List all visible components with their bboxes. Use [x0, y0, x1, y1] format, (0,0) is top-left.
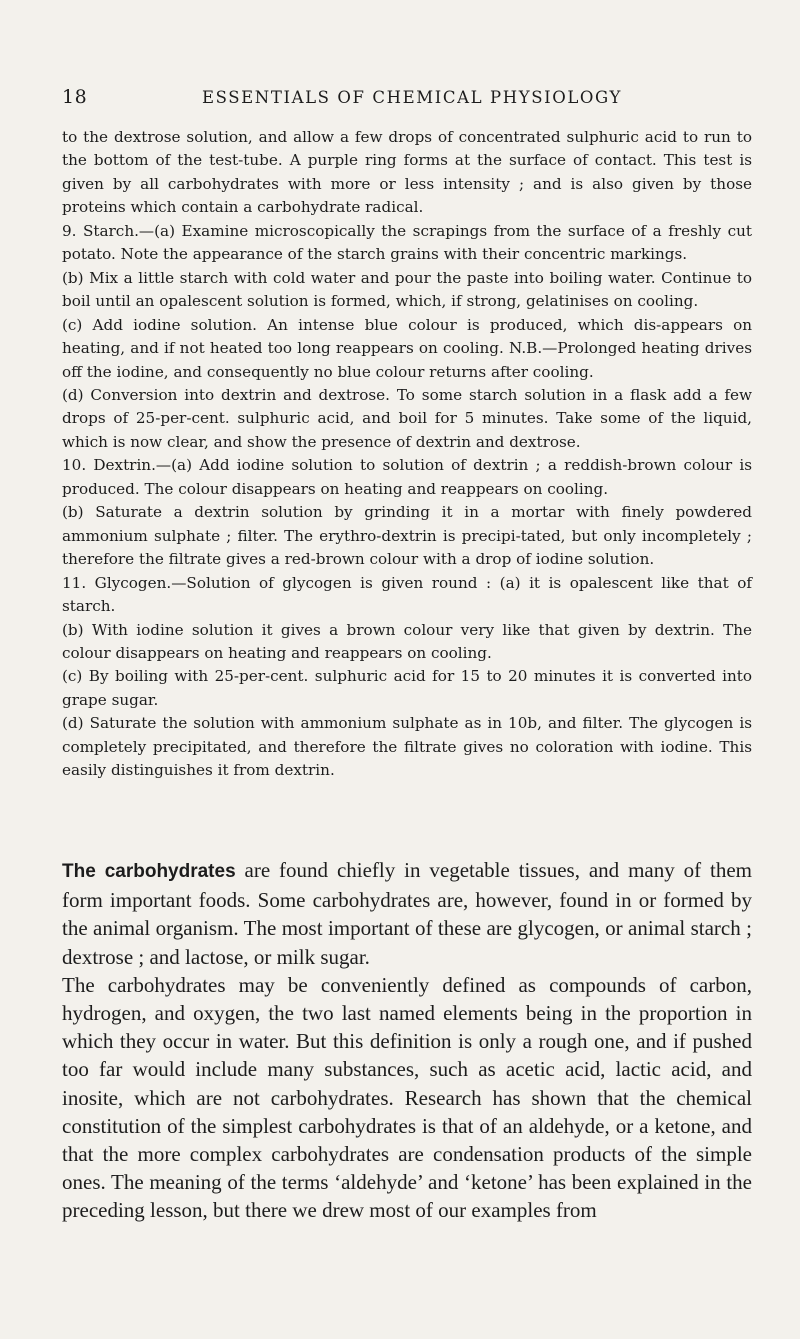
paragraph: (c) Add iodine solution. An intense blue colour is produced, which dis-appears on heating, and if not heated too long reappears on cooling. N.B.—Prolonged heating drives off the iodine, and consequently no blue colour returns after cooling. [62, 315, 752, 381]
paragraph: (b) With iodine solution it gives a brown colour very like that given by dextrin. The colour disappears on heating and reappears on cooling. [62, 620, 752, 662]
paragraph-definition: The carbohydrates may be conveniently defined as compounds of carbon, hydrogen, and oxygen, the two last named elements being in the proportion in which they occur in water. But this definition is only a rough one, and if pushed too far would include many substances, such as acetic acid, lactic acid, and inosite, which are not carbohydrates. Research has shown that the chemical constitution of the simplest carbohydrates is that of an aldehyde, or a ketone, and that the more complex carbohydrates are condensation products of the simple ones. The meaning of the terms ‘aldehyde’ and ‘ketone’ has been explained in the preceding lesson, but there we drew most of our examples from [62, 972, 752, 1223]
paragraph: 11. Glycogen.—Solution of glycogen is given round : (a) it is opalescent like that of starch. [62, 573, 752, 616]
page-number: 18 [62, 86, 88, 108]
practical-exercises [62, 126, 752, 783]
running-title: ESSENTIALS OF CHEMICAL PHYSIOLOGY [202, 88, 623, 107]
paragraph-carbohydrates [62, 856, 752, 971]
paragraph-body: are found chiefly in vegetable tissues, and many of them form important foods. Some carbohydrates are, however, found in or formed by the animal organism. The most important of these are glycogen, or animal starch ; dextrose ; and lactose, or milk sugar. [62, 858, 752, 969]
paragraph: (c) By boiling with 25-per-cent. sulphuric acid for 15 to 20 minutes it is converted into grape sugar. [62, 667, 752, 709]
paragraph: 10. Dextrin.—(a) Add iodine solution to solution of dextrin ; a reddish-brown colour is produced. The colour disappears on heating and reappears on cooling. [62, 456, 752, 498]
paragraph: (b) Mix a little starch with cold water and pour the paste into boiling water. Continue to boil until an opalescent solution is formed, which, if strong, gelatinises on cooling. [62, 268, 752, 311]
paragraph: (b) Saturate a dextrin solution by grinding it in a mortar with finely powdered ammonium sulphate ; filter. The erythro-dextrin is precipi-tated, but only incompletely ; therefore the filtrate gives a red-brown colour with a drop of iodine solution. [62, 503, 752, 569]
paragraph: to the dextrose solution, and allow a few drops of concentrated sulphuric acid to run to the bottom of the test-tube. A purple ring forms at the surface of contact. This test is given by all carbohydrates with more or less intensity ; and is also given by those proteins which contain a carbohydrate radical. [62, 128, 752, 217]
paragraph: 9. Starch.—(a) Examine microscopically the scrapings from the surface of a freshly cut potato. Note the appearance of the starch grains with their concentric markings. [62, 221, 752, 264]
paragraph: (d) Conversion into dextrin and dextrose. To some starch solution in a flask add a few drops of 25-per-cent. sulphuric acid, and boil for 5 minutes. Take some of the liquid, which is now clear, and show the presence of dextrin and dextrose. [62, 385, 752, 451]
page-header [62, 86, 752, 116]
paragraph: (d) Saturate the solution with ammonium sulphate as in 10b, and filter. The glycogen is completely precipitated, and therefore the filtrate gives no coloration with iodine. This easily distinguishes it from dextrin. [62, 714, 752, 780]
section-lead: The carbohydrates [62, 861, 236, 882]
main-text [62, 856, 752, 1225]
